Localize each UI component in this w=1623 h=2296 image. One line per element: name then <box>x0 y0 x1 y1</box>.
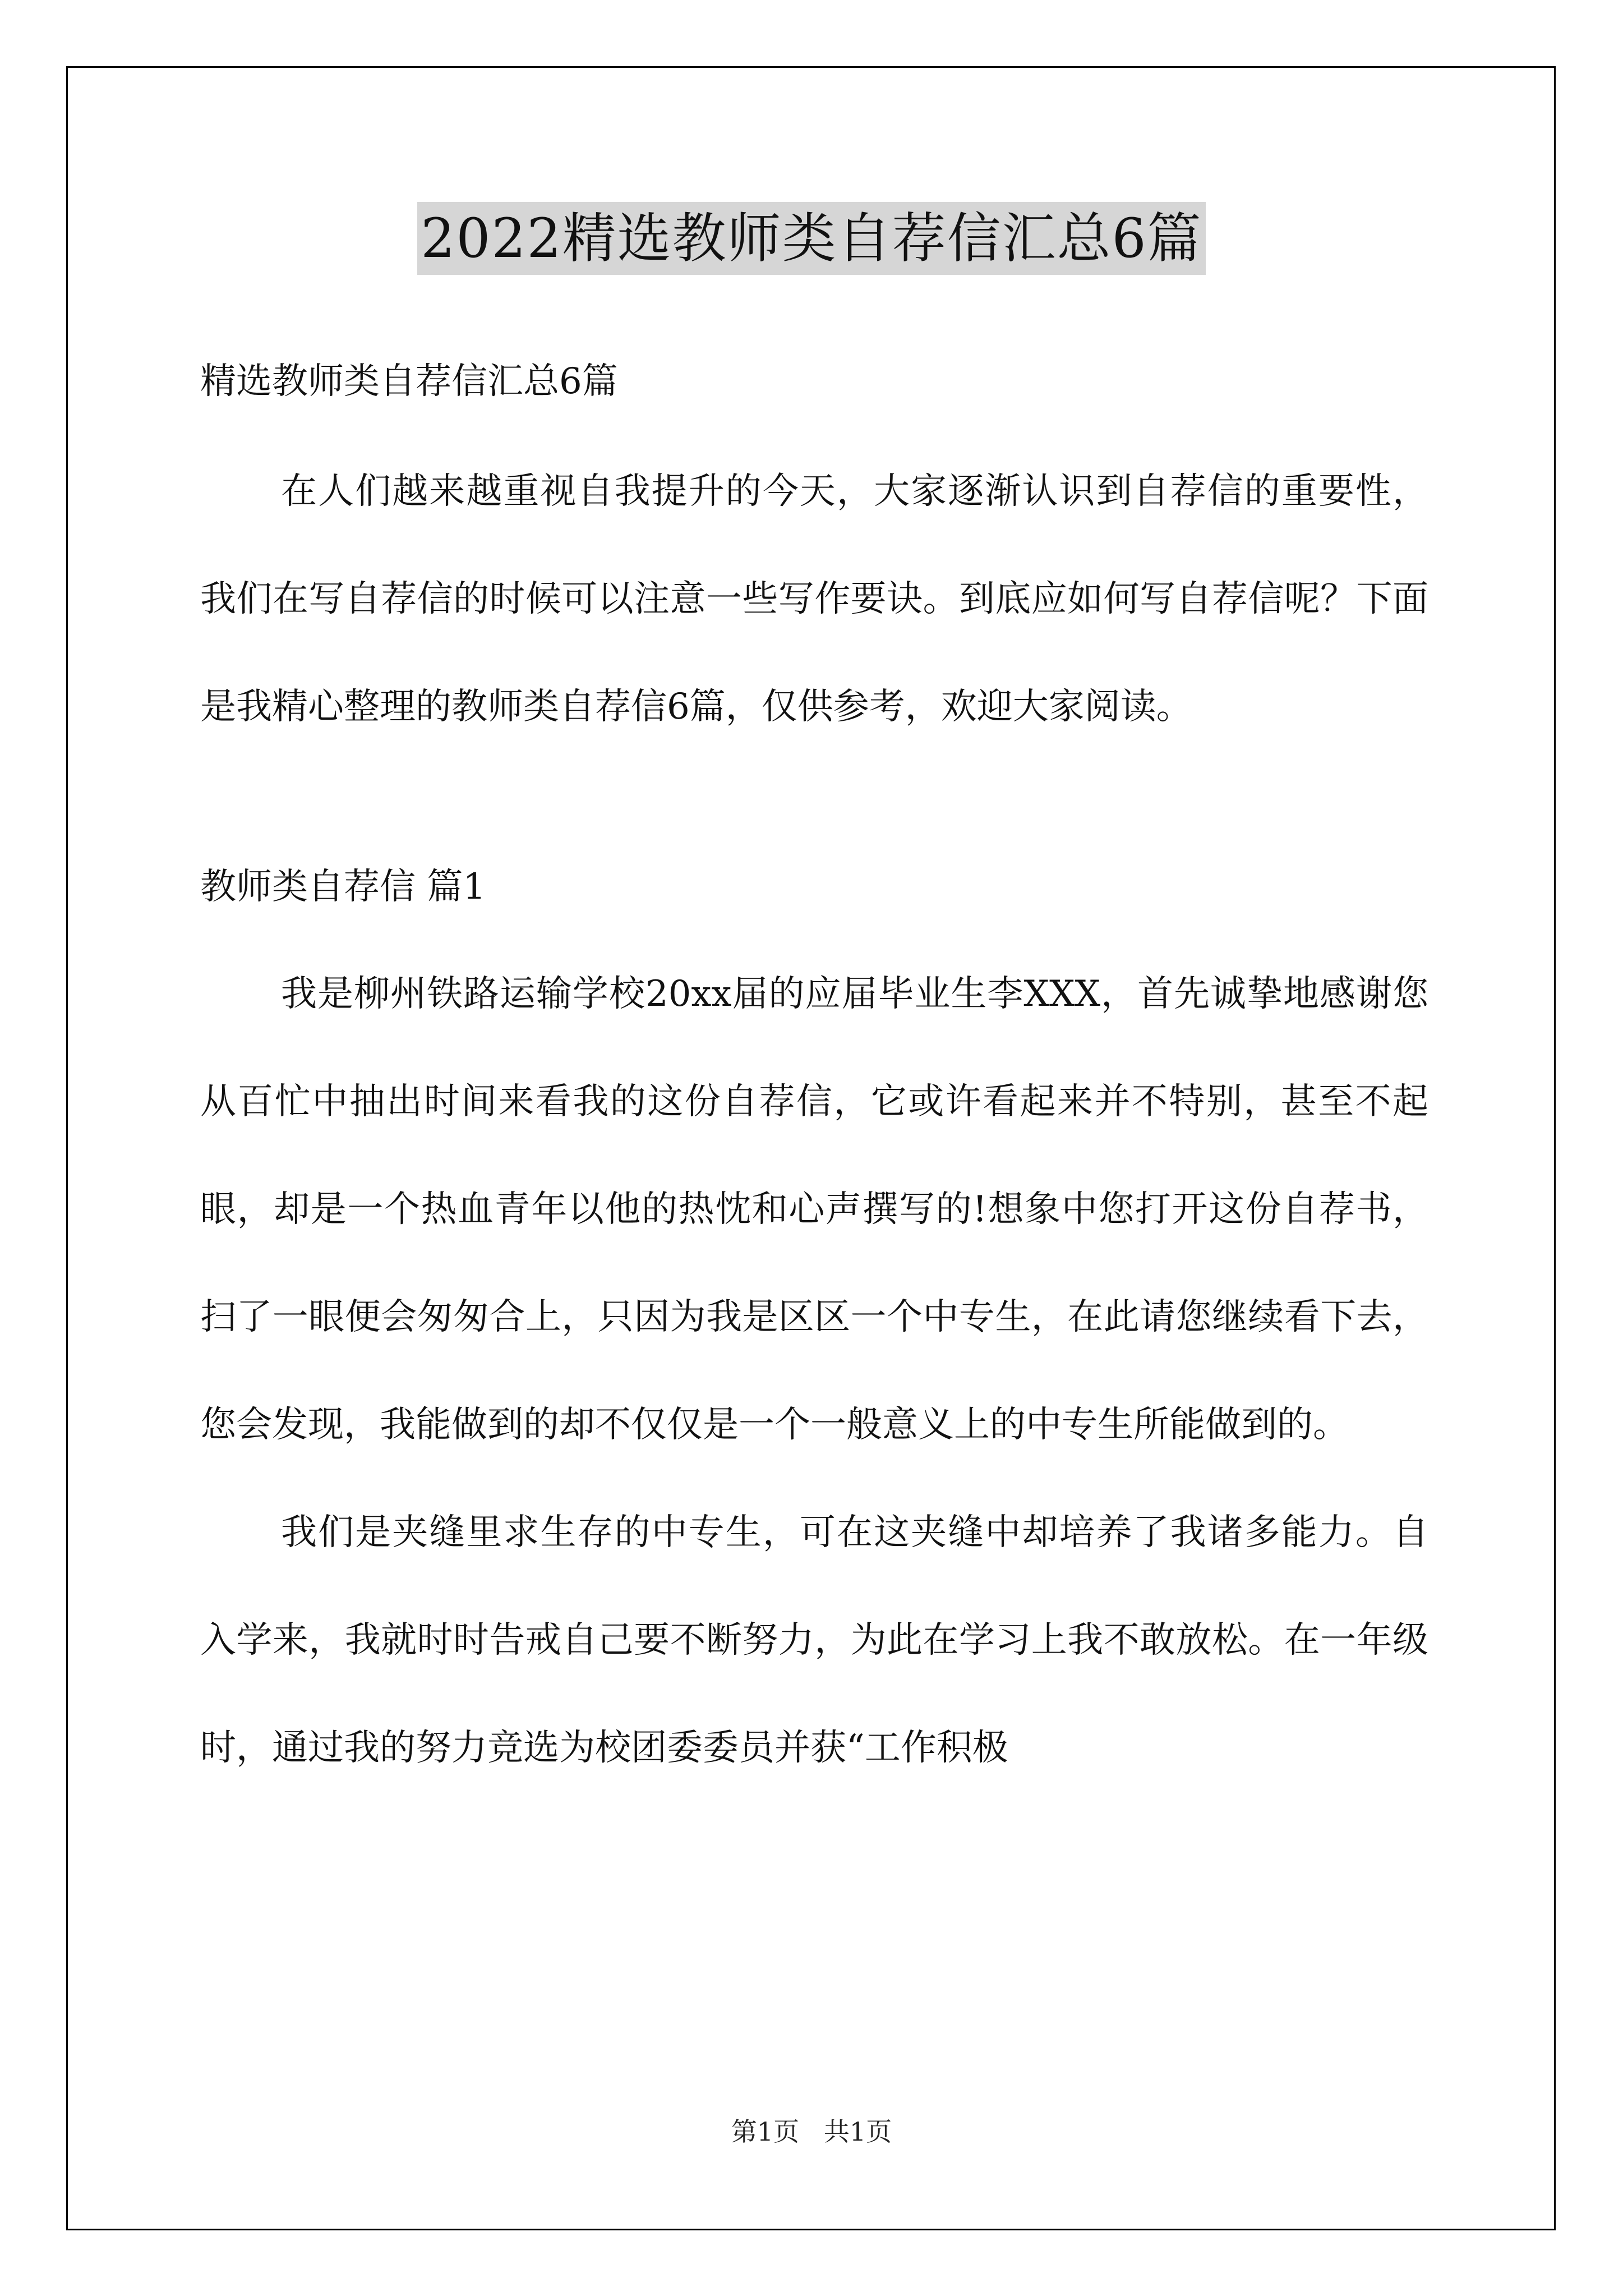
section-heading: 教师类自荐信 篇1 <box>200 866 486 908</box>
document-body <box>200 348 1428 1802</box>
document-subtitle: 精选教师类自荐信汇总6篇 <box>200 361 618 402</box>
page-number: 第1页 共1页 <box>731 2116 892 2147</box>
body-paragraph-2: 我们是夹缝里求生存的中专生，可在这夹缝中却培养了我诸多能力。自入学来，我就时时告戒自己要不断努力，为此在学习上我不敢放松。在一年级时，通过我的努力竞选为校团委委员并获“工作积极 <box>200 1512 1428 1769</box>
page-footer <box>0 2115 1623 2148</box>
intro-paragraph: 在人们越来越重视自我提升的今天，大家逐渐认识到自荐信的重要性，我们在写自荐信的时候可以注意一些写作要诀。到底应如何写自荐信呢？下面是我精心整理的教师类自荐信6篇，仅供参考，欢迎大家阅读。 <box>200 471 1428 728</box>
title-area <box>0 202 1623 275</box>
body-paragraph-1: 我是柳州铁路运输学校20xx届的应届毕业生李XXX，首先诚挚地感谢您从百忙中抽出时间来看我的这份自荐信，它或许看起来并不特别，甚至不起眼，却是一个热血青年以他的热忱和心声撰写的!想象中您打开这份自荐书，扫了一眼便会匆匆合上，只因为我是区区一个中专生，在此请您继续看下去，您会发现，我能做到的却不仅仅是一个一般意义上的中专生所能做到的。 <box>200 973 1428 1446</box>
document-title: 2022精选教师类自荐信汇总6篇 <box>417 202 1205 275</box>
